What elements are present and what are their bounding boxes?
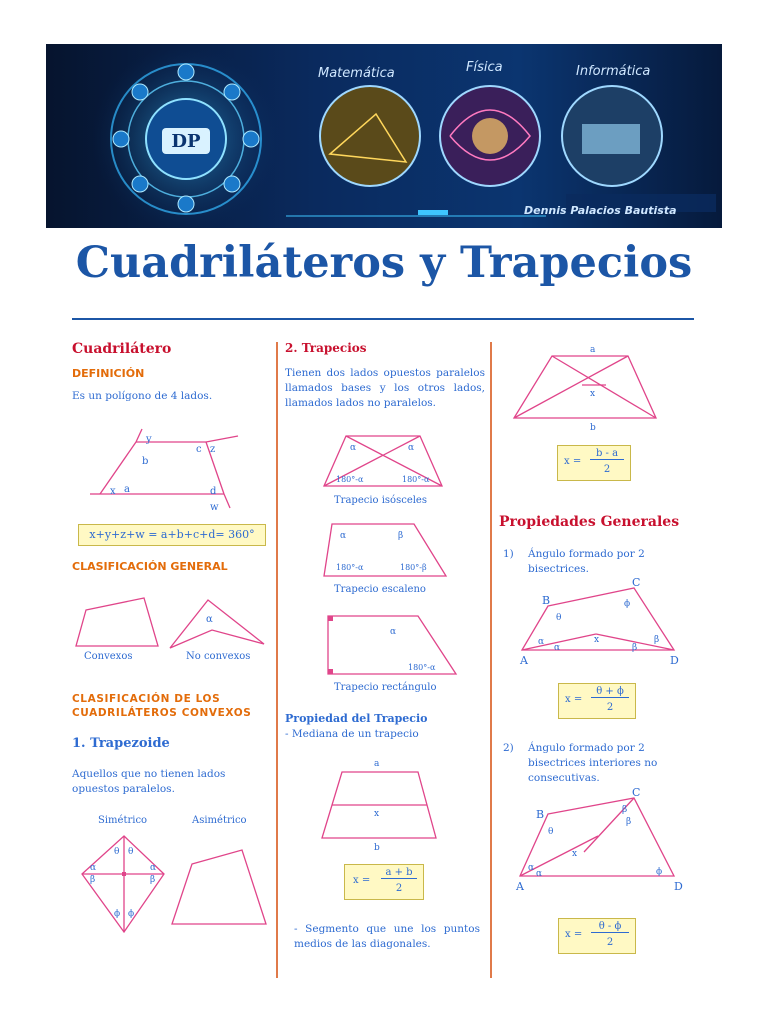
caption-convexos: Convexos <box>84 651 133 662</box>
top-label-x: x <box>590 389 596 399</box>
formula-bisectrices <box>558 683 636 719</box>
p1-alpha2: α <box>554 643 561 653</box>
median-label-a: a <box>374 759 380 769</box>
column-divider-2 <box>490 342 492 978</box>
prop2-number: 2) <box>503 742 514 754</box>
esc-180-alpha: 180°-α <box>336 563 364 572</box>
kite-alpha-right: α <box>150 863 157 873</box>
formula-mediana-den: 2 <box>395 883 403 894</box>
top-label-b: b <box>590 423 596 432</box>
p2-C: C <box>632 786 641 799</box>
label-z: z <box>210 444 216 455</box>
heading-propiedad-trapecio: Propiedad del Trapecio <box>285 712 428 725</box>
p1-C: C <box>632 576 641 589</box>
formula-segmento-den: 2 <box>603 464 611 475</box>
prop1-figure <box>514 574 690 668</box>
header-banner <box>46 44 722 228</box>
prop1-text: Ángulo formado por 2 bisectrices. <box>528 548 645 575</box>
prop2-text: Ángulo formado por 2 bisectrices interiores no consecutivas. <box>528 742 658 784</box>
p1-A: A <box>520 654 528 667</box>
formula-no-consecutivas-den: 2 <box>606 937 614 948</box>
iso-alpha-right: α <box>408 443 415 453</box>
propiedad-sub: - Mediana de un trapecio <box>285 728 419 740</box>
label-a: a <box>124 484 130 495</box>
formula-mediana-num: a + b <box>381 867 417 879</box>
heading-definicion: DEFINICIÓN <box>72 367 145 380</box>
scalene-trapezoid-figure <box>322 520 450 580</box>
quadrilateral-figure <box>72 424 272 514</box>
kite-phi-right: ϕ <box>128 909 135 919</box>
heading-cuadrilatero: Cuadrilátero <box>72 341 172 357</box>
p1-x: x <box>594 635 600 645</box>
label-c: c <box>196 444 202 455</box>
trapezoide-text: Aquellos que no tienen lados opuestos paralelos. <box>72 768 226 795</box>
label-x: x <box>110 486 116 497</box>
formula-no-consecutivas-lhs: x = <box>565 929 583 940</box>
esc-alpha: α <box>340 531 347 541</box>
formula-segmento-num: b - a <box>590 448 624 460</box>
p2-alpha1: α <box>528 863 535 873</box>
trapecios-text: Tienen dos lados opuestos paralelos llamados bases y los otros lados, llamados lados no paralelos. <box>285 367 485 409</box>
formula-mediana <box>344 864 424 900</box>
kite-beta-left: β <box>90 875 96 885</box>
p2-D: D <box>674 880 683 892</box>
kite-alpha-left: α <box>90 863 97 873</box>
banner-label-fisica: Física <box>466 60 503 75</box>
caption-trapecio-isosceles: Trapecio isósceles <box>334 495 427 506</box>
formula-bisectrices-lhs: x = <box>565 694 583 705</box>
formula-bisectrices-num: θ + ϕ <box>591 686 629 698</box>
p1-theta: θ <box>556 613 562 623</box>
banner-label-informatica: Informática <box>576 64 651 79</box>
p2-beta1: β <box>622 805 628 815</box>
banner-author: Dennis Palacios Bautista <box>524 204 677 217</box>
kite-theta-left: θ <box>114 847 120 857</box>
heading-clasificacion-general: CLASIFICACIÓN GENERAL <box>72 560 228 573</box>
esc-180-beta: 180°-β <box>400 563 427 572</box>
kite-beta-right: β <box>150 875 156 885</box>
trapezoide-figures <box>76 832 272 936</box>
formula-no-consecutivas <box>558 918 636 954</box>
esc-beta: β <box>398 531 404 541</box>
p2-beta2: β <box>626 817 632 827</box>
p1-alpha1: α <box>538 637 545 647</box>
formula-segmento <box>557 445 631 481</box>
formula-segmento-lhs: x = <box>564 456 582 467</box>
definition-text: Es un polígono de 4 lados. <box>72 390 213 402</box>
heading-propiedades-generales: Propiedades Generales <box>499 514 680 530</box>
formula-bisectrices-den: 2 <box>606 702 614 713</box>
prop2-figure <box>514 786 690 892</box>
caption-simetrico: Simétrico <box>98 815 148 826</box>
p1-beta2: β <box>654 635 660 645</box>
label-d: d <box>210 486 217 497</box>
iso-180-left: 180°-α <box>336 475 364 484</box>
heading-trapecios: 2. Trapecios <box>285 341 367 355</box>
formula-angle-sum: x+y+z+w = a+b+c+d= 360° <box>78 524 266 546</box>
page-title: Cuadriláteros y Trapecios <box>75 238 693 288</box>
column-divider-1 <box>276 342 278 978</box>
caption-trapecio-rectangulo: Trapecio rectángulo <box>334 682 437 693</box>
p2-A: A <box>516 880 524 892</box>
label-b: b <box>142 456 149 467</box>
top-label-a: a <box>590 345 596 355</box>
prop1-number: 1) <box>503 548 514 560</box>
caption-asimetrico: Asimétrico <box>192 815 247 826</box>
title-divider <box>72 318 694 320</box>
p2-B: B <box>536 808 545 821</box>
nonconvex-alpha: α <box>206 614 213 625</box>
p2-alpha2: α <box>536 869 543 879</box>
right-trapezoid-figure <box>322 612 460 678</box>
p2-theta: θ <box>548 827 554 837</box>
kite-theta-right: θ <box>128 847 134 857</box>
p1-D: D <box>670 654 679 667</box>
p2-x: x <box>572 849 578 859</box>
p1-phi: ϕ <box>624 599 631 609</box>
formula-mediana-lhs: x = <box>353 875 371 886</box>
iso-alpha-left: α <box>350 443 357 453</box>
label-w: w <box>210 502 219 513</box>
iso-180-right: 180°-α <box>402 475 430 484</box>
p1-beta1: β <box>632 643 638 653</box>
banner-label-matematica: Matemática <box>318 66 395 81</box>
median-label-b: b <box>374 843 380 852</box>
label-y: y <box>146 434 152 445</box>
kite-phi-left: ϕ <box>114 909 121 919</box>
caption-no-convexos: No convexos <box>186 651 251 662</box>
heading-clasificacion-convexos: CLASIFICACIÓN DE LOS CUADRILÁTEROS CONVEXOS <box>72 693 252 719</box>
p2-phi: ϕ <box>656 867 663 877</box>
rect-180-alpha: 180°-α <box>408 663 436 672</box>
isosceles-trapezoid-figure <box>322 432 446 492</box>
rect-alpha: α <box>390 627 397 637</box>
segment-text: - Segmento que une los puntos medios de las diagonales. <box>294 923 480 950</box>
heading-trapezoide: 1. Trapezoide <box>72 736 170 751</box>
median-label-x: x <box>374 809 380 819</box>
logo-text: DP <box>171 131 201 152</box>
formula-no-consecutivas-num: θ - ϕ <box>591 921 629 933</box>
median-trapezoid-figure <box>312 756 442 852</box>
diagonal-midpoint-figure <box>510 340 670 432</box>
convex-figures <box>72 590 272 654</box>
p1-B: B <box>542 594 551 607</box>
caption-trapecio-escaleno: Trapecio escaleno <box>334 584 426 595</box>
